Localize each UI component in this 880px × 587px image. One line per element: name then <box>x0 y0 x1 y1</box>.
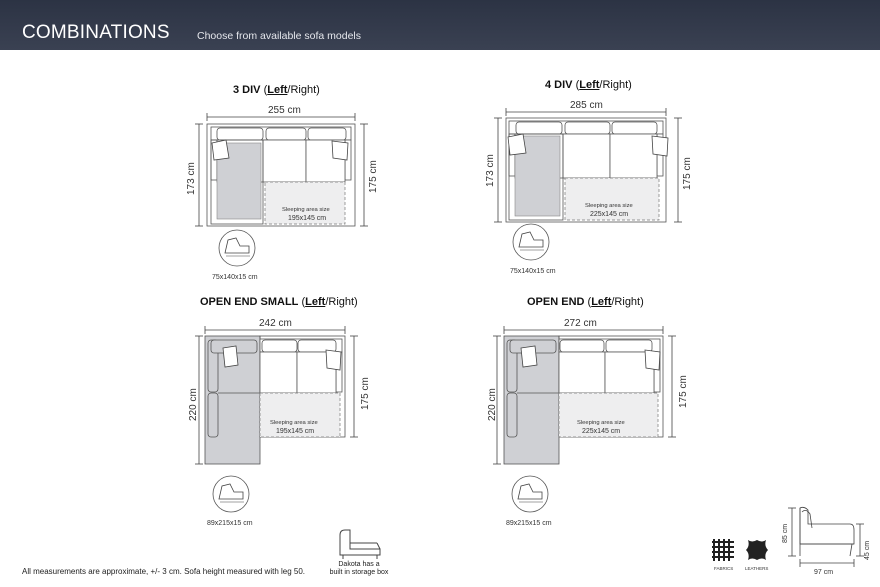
sleep-label: Sleeping area size <box>585 203 633 209</box>
sleep-size: 195x145 cm <box>288 215 327 222</box>
fabrics-label: FABRICS <box>714 566 734 571</box>
leathers-label: LEATHERS <box>745 566 769 571</box>
side-view-diagram <box>776 500 880 580</box>
storage-size: 75x140x15 cm <box>212 274 258 281</box>
depth-right-label: 175 cm <box>682 157 693 190</box>
width-label: 255 cm <box>268 105 301 116</box>
side-depth: 97 cm <box>814 569 834 576</box>
fabrics-icon <box>710 537 736 563</box>
sleep-size: 225x145 cm <box>590 211 629 218</box>
width-label: 285 cm <box>570 100 603 111</box>
depth-right-label: 175 cm <box>360 377 371 410</box>
combo-title-3div: 3 DIV (Left/Right) <box>233 84 320 96</box>
sleep-size: 195x145 cm <box>276 428 315 435</box>
depth-left-label: 173 cm <box>186 162 197 195</box>
sleep-label: Sleeping area size <box>270 420 318 426</box>
storage-icon <box>512 476 548 512</box>
combo-title-4div: 4 DIV (Left/Right) <box>545 79 632 91</box>
storage-box-icon <box>335 527 385 561</box>
depth-left-label: 220 cm <box>188 388 199 421</box>
storage-size: 75x140x15 cm <box>510 268 556 275</box>
page-title: COMBINATIONS <box>22 22 170 43</box>
sleep-size: 225x145 cm <box>582 428 621 435</box>
side-height-back: 85 cm <box>782 523 789 543</box>
storage-size: 89x215x15 cm <box>506 520 552 527</box>
side-height-seat: 45 cm <box>864 540 871 560</box>
width-label: 272 cm <box>564 318 597 329</box>
combo-title-open-end: OPEN END (Left/Right) <box>527 296 644 308</box>
pillow-left <box>521 346 537 367</box>
depth-left-label: 220 cm <box>487 388 498 421</box>
storage-size: 89x215x15 cm <box>207 520 253 527</box>
width-label: 242 cm <box>259 318 292 329</box>
pillow-right <box>645 350 660 370</box>
sleep-label: Sleeping area size <box>282 207 330 213</box>
footnote: All measurements are approximate, +/- 3 cm. Sofa height measured with leg 50. <box>22 567 306 576</box>
leathers-icon <box>743 536 771 564</box>
page-subtitle: Choose from available sofa models <box>197 30 362 42</box>
storage-box-note: Dakota has a built in storage box <box>329 561 389 576</box>
depth-right-label: 175 cm <box>368 160 379 193</box>
combo-title-open-end-small: OPEN END SMALL (Left/Right) <box>200 296 358 308</box>
sleep-label: Sleeping area size <box>577 420 625 426</box>
depth-right-label: 175 cm <box>678 375 689 408</box>
depth-left-label: 173 cm <box>485 154 496 187</box>
